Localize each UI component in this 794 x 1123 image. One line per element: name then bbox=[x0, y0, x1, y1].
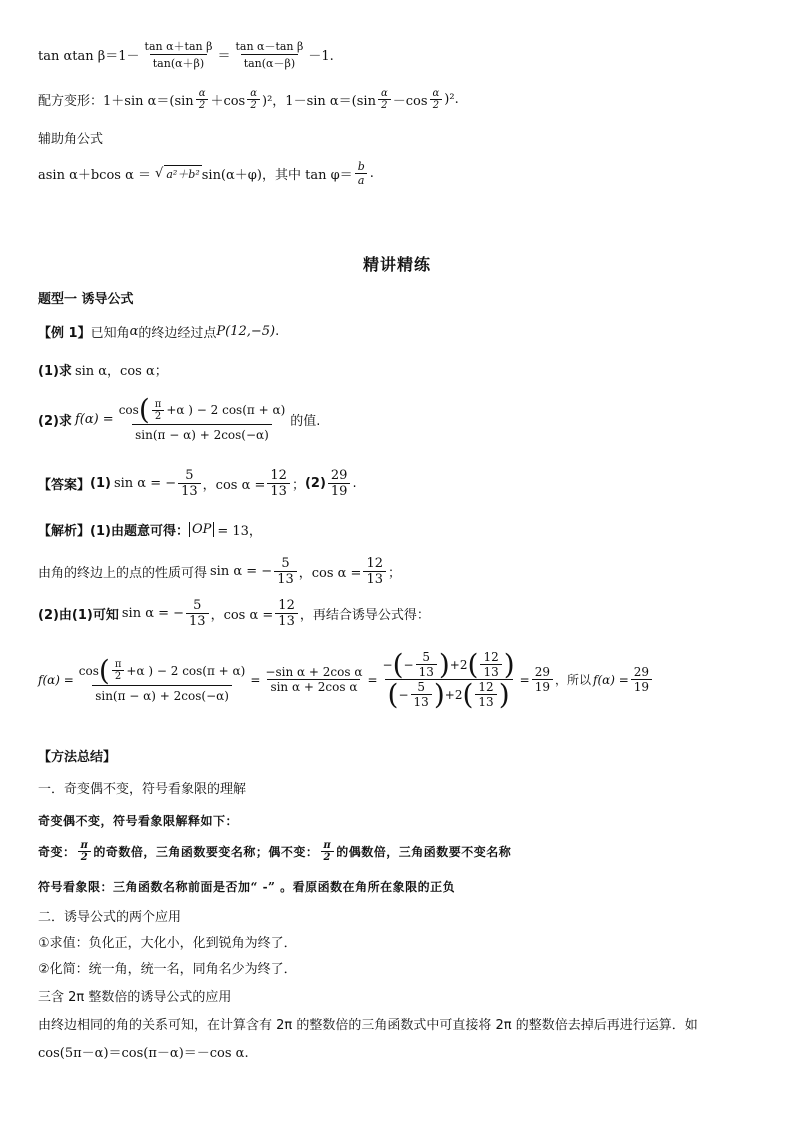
example-stem: 【例 1】 已知角 α 的终边经过点 P(12,−5) . bbox=[38, 324, 280, 341]
method-heading: 【方法总结】 bbox=[38, 750, 117, 765]
auxiliary-formula: asin α＋bcos α ＝ √ a²＋b² sin(α＋φ)，其中 tan φ＝ $\frac{b}{a}$ . bbox=[38, 160, 374, 187]
peifang-formula: 配方变形： 1＋sin α＝(sin $\frac{\alpha}{2}$ ＋cos $\frac{\alpha}{2}$ )²， 1－sin α＝(sin $\frac{\alpha}{2}$ －cos $\frac{\alpha}{2}$ )². bbox=[38, 88, 459, 111]
analysis-line-1: 【解析】 (1)由题意可得： OP = 13， bbox=[38, 522, 262, 539]
method-item-1-sub: 奇变偶不变，符号看象限解释如下： bbox=[38, 814, 239, 828]
method-item-2: 二．诱导公式的两个应用 bbox=[38, 910, 182, 925]
method-item-3: 三含 2π 整数倍的诱导公式的应用 bbox=[38, 990, 232, 1005]
question-2: (2)求 f(α) = cos ( $\frac{\pi}{2}$ +α ) − 2 cos(π + α) sin(π − α) + 2cos(−α) 的值. bbox=[38, 393, 321, 442]
method-item-3-text: 由终边相同的角的关系可知，在计算含有 2π 的整数倍的三角函数式中可直接将 2π 的整数倍去掉后再进行运算．如 bbox=[38, 1018, 698, 1033]
sqrt-sign: √ bbox=[155, 166, 164, 181]
section-title: 精讲精练 bbox=[362, 255, 431, 274]
method-item-2b: ②化简：统一角，统一名，同角名少为终了． bbox=[38, 962, 297, 977]
topic-heading: 题型一 诱导公式 bbox=[38, 292, 134, 307]
tan-fraction-1: $\frac{\text{tan α＋tan β}}{\tan(\alpha+\beta)}$ bbox=[144, 40, 213, 70]
analysis-line-3: (2)由(1)可知 sin α = − $\frac{5}{13}$ ，cos α = $\frac{12}{13}$ ，再结合诱导公式得： bbox=[38, 598, 430, 629]
method-item-1-odd-even: 奇变： $\frac{\pi}{2}$ 的奇数倍，三角函数要变名称；偶不变： $\frac{\pi}{2}$ 的偶数倍，三角函数要不变名称 bbox=[38, 840, 512, 863]
tan-product-left: tan αtan β＝1－ bbox=[38, 49, 140, 64]
computation-line: f(α) = cos ( $\frac{\pi}{2}$ +α ) − 2 cos(π + α) sin(π − α) + 2cos(−α) = $\frac{\text{−sin α + 2cos α}}{\text{sin α + 2cos α}}$ = − ( − $\frac{5}{13}$ ) +2 ( $\frac{12}{13}$ ) ( − $\frac{5}{13}$ ) +2 ( $\frac{12}{13}$ ) = $\frac{29}{19}$ ，所以 f(α) = $\frac{29}{19}$ bbox=[38, 650, 654, 709]
answer-line: 【答案】 (1) sin α = − $\frac{5}{13}$ ，cos α = $\frac{12}{13}$ ； (2) $\frac{29}{19}$ . bbox=[38, 468, 357, 499]
auxiliary-heading: 辅助角公式 bbox=[38, 132, 104, 147]
tan-product-formula: tan αtan β＝1－ $\frac{\text{tan α＋tan β}}{\tan(\alpha+\beta)}$ ＝ $\frac{\text{tan α－tan β}}{\tan(\alpha-\beta)}$ －1. bbox=[38, 40, 334, 70]
analysis-line-2: 由角的终边上的点的性质可得 sin α = − $\frac{5}{13}$ ，cos α = $\frac{12}{13}$ ； bbox=[38, 556, 402, 587]
tan-fraction-2: $\frac{\text{tan α－tan β}}{\tan(\alpha-\beta)}$ bbox=[235, 40, 304, 70]
method-item-1: 一．奇变偶不变，符号看象限的理解 bbox=[38, 782, 247, 797]
method-item-2a: ①求值：负化正，大化小，化到锐角为终了． bbox=[38, 936, 297, 951]
method-item-1-sign: 符号看象限：三角函数名称前面是否加“ -” 。看原函数在角所在象限的正负 bbox=[38, 880, 456, 894]
numeric-fraction: − ( − $\frac{5}{13}$ ) +2 ( $\frac{12}{13}$ ) ( − $\frac{5}{13}$ ) +2 ( $\frac{12}{13}$ ) bbox=[382, 647, 515, 711]
question-1: (1)求 sin α，cos α； bbox=[38, 364, 168, 379]
q2-fraction: cos ( $\frac{\pi}{2}$ +α ) − 2 cos(π + α) sin(π − α) + 2cos(−α) bbox=[118, 393, 286, 442]
method-item-3-example: cos(5π－α)＝cos(π－α)＝－cos α. bbox=[38, 1046, 249, 1061]
